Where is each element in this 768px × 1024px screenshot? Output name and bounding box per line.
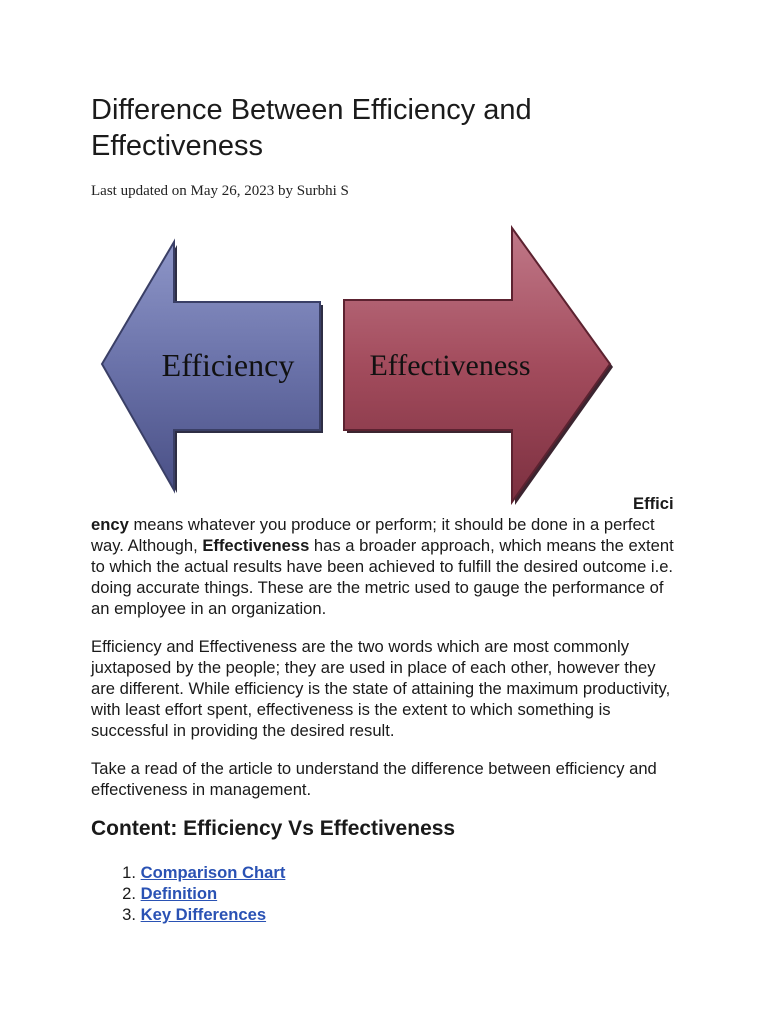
article-meta: Last updated on May 26, 2023 by Surbhi S <box>91 183 349 199</box>
paragraph-3: Take a read of the article to understand the difference between efficiency and effectiveness in management. <box>91 759 657 799</box>
toc-link-comparison-chart[interactable]: Comparison Chart <box>140 863 286 882</box>
right-arrow <box>344 228 613 505</box>
efficiency-effectiveness-figure <box>98 224 614 509</box>
left-arrow-label: Efficiency <box>161 347 295 383</box>
toc-item <box>91 883 285 904</box>
paragraph-2: Efficiency and Effectiveness are the two words which are most commonly juxtaposed by the people; they are used in place of each other, however they are different. While efficiency is the state of attaining the maximum productivity, with least effort spent, effectiveness is the extent to which something is successful in providing the desired result. <box>91 637 671 740</box>
paragraph-1-bold-2: Effectiveness <box>202 536 310 555</box>
content-heading: Content: Efficiency Vs Effectiveness <box>91 817 456 840</box>
paragraph-1-start: Effici <box>633 494 674 513</box>
right-arrow-label: Effectiveness <box>369 349 531 382</box>
toc-number: 1. <box>122 863 136 882</box>
toc-link-definition[interactable]: Definition <box>140 884 218 903</box>
paragraph-1-bold-1: ency <box>91 515 129 534</box>
toc-number: 3. <box>122 905 136 924</box>
paragraph-1 <box>91 514 681 619</box>
table-of-contents <box>91 862 285 925</box>
paragraph-1-text-2: has a broader approach, which means the extent to which the actual results have been achieved to fulfill the desired outcome i.e. doing accurate things. These are the metric used to gauge the performance of an employee in an organization. <box>91 536 674 618</box>
toc-item <box>91 862 285 883</box>
toc-number: 2. <box>122 884 136 903</box>
page-title: Difference Between Efficiency and Effectiveness <box>91 94 532 162</box>
left-arrow <box>102 242 323 493</box>
toc-item <box>91 904 285 925</box>
toc-link-key-differences[interactable]: Key Differences <box>140 905 267 924</box>
paragraph-1-text-1: means whatever you produce or perform; it should be done in a perfect way. Although, <box>91 515 655 555</box>
